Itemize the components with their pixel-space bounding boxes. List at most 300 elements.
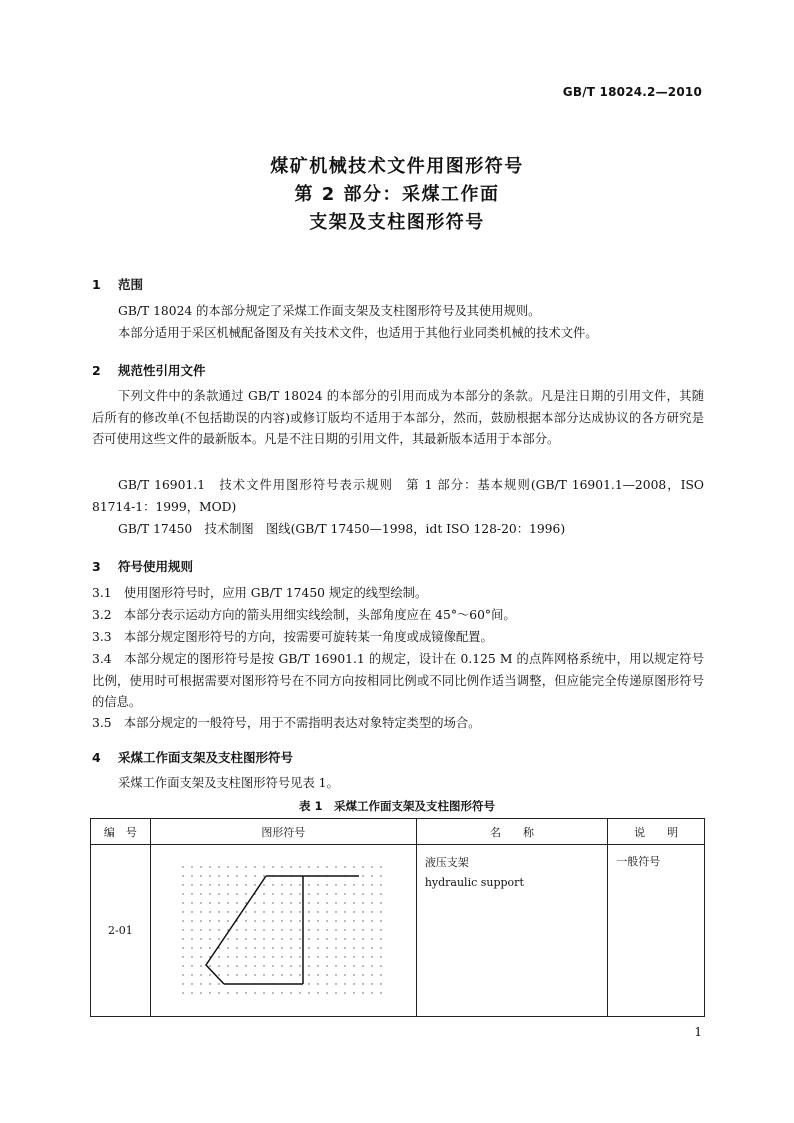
- section-4-heading: [92, 748, 293, 766]
- row-name: [416, 845, 607, 1017]
- grid-dot: [182, 956, 183, 957]
- grid-dot: [308, 956, 309, 957]
- grid-dot: [344, 929, 345, 930]
- grid-dot: [362, 974, 363, 975]
- grid-dot: [209, 866, 210, 867]
- grid-dot: [236, 974, 237, 975]
- grid-dot: [209, 920, 210, 921]
- grid-dot: [353, 956, 354, 957]
- grid-dot: [362, 992, 363, 993]
- grid-dot: [182, 911, 183, 912]
- grid-dot: [245, 956, 246, 957]
- grid-dot: [245, 992, 246, 993]
- grid-dot: [353, 866, 354, 867]
- grid-dot: [380, 893, 381, 894]
- grid-dot: [191, 974, 192, 975]
- grid-dot: [371, 884, 372, 885]
- grid-dot: [335, 866, 336, 867]
- grid-dot: [263, 893, 264, 894]
- grid-dot: [335, 983, 336, 984]
- grid-dot: [380, 875, 381, 876]
- grid-dot: [317, 947, 318, 948]
- grid-dot: [191, 920, 192, 921]
- title-line-3: 支架及支柱图形符号: [309, 212, 485, 233]
- section-title: 符号使用规则: [118, 559, 194, 574]
- grid-dot: [380, 983, 381, 984]
- grid-dot: [281, 992, 282, 993]
- header-name: 名 称: [416, 819, 607, 845]
- grid-dot: [290, 956, 291, 957]
- grid-dot: [380, 965, 381, 966]
- section-1-heading: [92, 275, 143, 293]
- reference-gbt-17450: GB/T 17450 技术制图 图线(GB/T 17450—1998，idt ISO 128-20：1996): [118, 522, 566, 536]
- grid-dot: [200, 875, 201, 876]
- grid-dot: [344, 866, 345, 867]
- grid-dot: [182, 884, 183, 885]
- grid-dot: [227, 902, 228, 903]
- grid-dot: [344, 893, 345, 894]
- grid-dot: [335, 938, 336, 939]
- grid-dot: [362, 947, 363, 948]
- grid-dot: [308, 920, 309, 921]
- grid-dot: [182, 947, 183, 948]
- grid-dot: [263, 965, 264, 966]
- grid-dot: [290, 884, 291, 885]
- grid-dot: [218, 920, 219, 921]
- grid-dot: [335, 893, 336, 894]
- grid-dot: [200, 911, 201, 912]
- grid-dot: [362, 920, 363, 921]
- grid-dot: [236, 884, 237, 885]
- grid-dot: [272, 965, 273, 966]
- grid-dot: [218, 902, 219, 903]
- grid-dot: [362, 965, 363, 966]
- grid-dot: [263, 875, 264, 876]
- grid-dot: [236, 893, 237, 894]
- grid-dot: [254, 866, 255, 867]
- grid-dot: [299, 893, 300, 894]
- grid-dot: [290, 929, 291, 930]
- grid-dot: [227, 911, 228, 912]
- grid-dot: [371, 920, 372, 921]
- grid-dot: [209, 911, 210, 912]
- grid-dot: [236, 866, 237, 867]
- grid-dot: [281, 965, 282, 966]
- grid-dot: [371, 965, 372, 966]
- grid-dot: [209, 992, 210, 993]
- grid-dot: [227, 992, 228, 993]
- rule-3-1: 3.1 使用图形符号时，应用 GB/T 17450 规定的线型绘制。: [92, 586, 428, 600]
- grid-dot: [191, 938, 192, 939]
- rule-3-3: 3.3 本部分规定图形符号的方向，按需要可旋转某一角度或成镜像配置。: [92, 630, 493, 644]
- grid-dot: [254, 938, 255, 939]
- grid-dot: [317, 992, 318, 993]
- grid-dot: [227, 965, 228, 966]
- grid-dot: [218, 911, 219, 912]
- grid-dot: [182, 974, 183, 975]
- grid-dot: [326, 893, 327, 894]
- grid-dot: [281, 956, 282, 957]
- grid-dot: [227, 938, 228, 939]
- grid-dot: [218, 983, 219, 984]
- grid-dot: [200, 938, 201, 939]
- grid-dot: [245, 902, 246, 903]
- grid-dot: [299, 902, 300, 903]
- grid-dot: [209, 875, 210, 876]
- grid-dot: [182, 893, 183, 894]
- grid-dot: [308, 911, 309, 912]
- grid-dot: [335, 920, 336, 921]
- grid-dot: [218, 974, 219, 975]
- standard-code: GB/T 18024.2—2010: [562, 85, 702, 99]
- grid-dot: [344, 938, 345, 939]
- grid-dot: [353, 920, 354, 921]
- grid-dot: [227, 920, 228, 921]
- grid-dot: [200, 902, 201, 903]
- grid-dot: [182, 992, 183, 993]
- grid-dot: [281, 920, 282, 921]
- grid-dot: [371, 893, 372, 894]
- grid-dot: [281, 893, 282, 894]
- grid-dot: [191, 875, 192, 876]
- grid-dot: [263, 974, 264, 975]
- grid-dot: [209, 902, 210, 903]
- grid-dot: [362, 893, 363, 894]
- grid-dot: [290, 938, 291, 939]
- grid-dot: [272, 866, 273, 867]
- grid-dot: [308, 974, 309, 975]
- section-2-paragraph-1: 下列文件中的条款通过 GB/T 18024 的本部分的引用而成为本部分的条款。凡是注日期的引用文件，其随后所有的修改单(不包括勘误的内容)或修订版均不适用于本部分，然而，鼓励根据本部分达成协议的各方研究是否可使用这些文件的最新版本。凡是不注日期的引用文件，其最新版本适用于本部分。: [92, 389, 704, 447]
- grid-dot: [263, 920, 264, 921]
- grid-dot: [344, 902, 345, 903]
- grid-dot: [353, 884, 354, 885]
- grid-dot: [245, 884, 246, 885]
- grid-dot: [227, 875, 228, 876]
- grid-dot: [344, 992, 345, 993]
- grid-dot: [191, 983, 192, 984]
- grid-dot: [371, 947, 372, 948]
- grid-dot: [308, 902, 309, 903]
- grid-dot: [362, 875, 363, 876]
- grid-dot: [236, 947, 237, 948]
- grid-dot: [308, 929, 309, 930]
- rule-3-5: 3.5 本部分规定的一般符号，用于不需指明表达对象特定类型的场合。: [92, 716, 481, 730]
- grid-dot: [371, 875, 372, 876]
- page-number: 1: [694, 1025, 702, 1039]
- section-number: 2: [92, 363, 101, 378]
- grid-dot: [308, 893, 309, 894]
- grid-dot: [326, 956, 327, 957]
- grid-dot: [371, 956, 372, 957]
- grid-dot: [191, 893, 192, 894]
- grid-dot: [353, 938, 354, 939]
- grid-dot: [272, 884, 273, 885]
- grid-dot: [227, 893, 228, 894]
- grid-dot: [182, 929, 183, 930]
- hydraulic-support-symbol-icon: [151, 845, 415, 1015]
- grid-dot: [371, 929, 372, 930]
- grid-dot: [290, 974, 291, 975]
- grid-dot: [344, 884, 345, 885]
- grid-dot: [299, 974, 300, 975]
- grid-dot: [299, 920, 300, 921]
- grid-dot: [218, 965, 219, 966]
- name-en: hydraulic support: [424, 876, 524, 889]
- grid-dot: [281, 938, 282, 939]
- section-title: 采煤工作面支架及支柱图形符号: [118, 750, 294, 765]
- grid-dot: [380, 992, 381, 993]
- grid-dot: [254, 956, 255, 957]
- grid-dot: [227, 884, 228, 885]
- grid-dot: [362, 983, 363, 984]
- grid-dot: [362, 911, 363, 912]
- grid-dot: [380, 947, 381, 948]
- grid-dot: [281, 911, 282, 912]
- grid-dot: [263, 884, 264, 885]
- grid-dot: [290, 866, 291, 867]
- grid-dot: [308, 938, 309, 939]
- grid-dot: [299, 929, 300, 930]
- symbols-table: [90, 818, 705, 1017]
- grid-dot: [299, 938, 300, 939]
- grid-dot: [272, 956, 273, 957]
- grid-dot: [308, 947, 309, 948]
- grid-dot: [191, 965, 192, 966]
- grid-dot: [317, 965, 318, 966]
- row-code: 2-01: [91, 845, 151, 1017]
- grid-dot: [236, 938, 237, 939]
- grid-dot: [308, 983, 309, 984]
- section-number: 1: [92, 277, 101, 292]
- grid-dot: [326, 965, 327, 966]
- grid-dot: [380, 974, 381, 975]
- grid-dot: [362, 929, 363, 930]
- grid-dot: [218, 884, 219, 885]
- grid-dot: [299, 947, 300, 948]
- grid-dot: [281, 902, 282, 903]
- grid-dot: [326, 866, 327, 867]
- grid-dot: [254, 884, 255, 885]
- grid-dot: [290, 902, 291, 903]
- grid-dot: [380, 956, 381, 957]
- grid-dot: [380, 938, 381, 939]
- grid-dot: [272, 929, 273, 930]
- grid-dot: [335, 884, 336, 885]
- grid-dot: [245, 929, 246, 930]
- grid-dot: [182, 902, 183, 903]
- grid-dot: [254, 902, 255, 903]
- grid-dot: [272, 947, 273, 948]
- section-1-paragraph-2: 本部分适用于采区机械配备图及有关技术文件，也适用于其他行业同类机械的技术文件。: [118, 326, 598, 340]
- grid-dot: [371, 866, 372, 867]
- grid-dot: [236, 956, 237, 957]
- grid-dot: [317, 920, 318, 921]
- grid-dot: [245, 947, 246, 948]
- section-4-paragraph-1: 采煤工作面支架及支柱图形符号见表 1。: [118, 776, 339, 790]
- grid-dot: [209, 938, 210, 939]
- grid-dot: [326, 902, 327, 903]
- grid-dot: [290, 893, 291, 894]
- grid-dot: [380, 884, 381, 885]
- grid-dot: [191, 929, 192, 930]
- grid-dot: [317, 893, 318, 894]
- section-title: 规范性引用文件: [118, 363, 206, 378]
- row-note: 一般符号: [608, 845, 705, 1017]
- table-caption: 表 1 采煤工作面支架及支柱图形符号: [298, 799, 495, 813]
- grid-dot: [326, 884, 327, 885]
- grid-dot: [182, 920, 183, 921]
- grid-dot: [263, 956, 264, 957]
- grid-dot: [272, 974, 273, 975]
- grid-dot: [326, 947, 327, 948]
- section-number: 3: [92, 559, 101, 574]
- grid-dot: [200, 920, 201, 921]
- grid-dot: [299, 965, 300, 966]
- grid-dot: [317, 884, 318, 885]
- grid-dot: [353, 902, 354, 903]
- grid-dot: [182, 983, 183, 984]
- grid-dot: [317, 902, 318, 903]
- grid-dot: [353, 911, 354, 912]
- grid-dot: [200, 884, 201, 885]
- grid-dot: [218, 956, 219, 957]
- grid-dot: [371, 983, 372, 984]
- header-note: 说 明: [608, 819, 705, 845]
- grid-dot: [182, 938, 183, 939]
- grid-dot: [299, 956, 300, 957]
- section-title: 范围: [118, 277, 144, 292]
- title-line-1: 煤矿机械技术文件用图形符号: [270, 156, 524, 177]
- grid-dot: [308, 965, 309, 966]
- grid-dot: [299, 992, 300, 993]
- grid-dot: [236, 902, 237, 903]
- grid-dot: [353, 992, 354, 993]
- grid-dot: [227, 956, 228, 957]
- rule-3-4: 3.4 本部分规定的图形符号是按 GB/T 16901.1 的规定，设计在 0.125 M 的点阵网格系统中，用以规定符号比例，使用时可根据需要对图形符号在不同方向按相同比例或不同比例作适当调整，但应能完全传递原图形符号的信息。: [92, 652, 704, 710]
- row-symbol-cell: [150, 845, 416, 1017]
- grid-dot: [326, 992, 327, 993]
- grid-dot: [191, 956, 192, 957]
- grid-dot: [182, 866, 183, 867]
- grid-dot: [290, 920, 291, 921]
- grid-dot: [191, 911, 192, 912]
- grid-dot: [344, 911, 345, 912]
- grid-dot: [317, 929, 318, 930]
- grid-dot: [236, 911, 237, 912]
- grid-dot: [200, 929, 201, 930]
- header-code: 编 号: [91, 819, 151, 845]
- grid-dot: [272, 920, 273, 921]
- grid-dot: [344, 965, 345, 966]
- grid-dot: [227, 866, 228, 867]
- grid-dot: [263, 866, 264, 867]
- section-1-paragraph-1: GB/T 18024 的本部分规定了采煤工作面支架及支柱图形符号及其使用规则。: [118, 304, 541, 318]
- grid-dot: [200, 974, 201, 975]
- grid-dot: [254, 875, 255, 876]
- grid-dot: [281, 929, 282, 930]
- grid-dot: [272, 938, 273, 939]
- grid-dot: [317, 866, 318, 867]
- rule-3-2: 3.2 本部分表示运动方向的箭头用细实线绘制，头部角度应在 45°～60°间。: [92, 608, 516, 622]
- grid-dot: [353, 983, 354, 984]
- grid-dot: [245, 911, 246, 912]
- grid-dot: [335, 965, 336, 966]
- grid-dot: [218, 893, 219, 894]
- grid-dot: [281, 947, 282, 948]
- grid-dot: [380, 929, 381, 930]
- grid-dot: [317, 911, 318, 912]
- grid-dot: [263, 947, 264, 948]
- grid-dot: [272, 902, 273, 903]
- grid-dot: [254, 965, 255, 966]
- grid-dot: [335, 956, 336, 957]
- grid-dot: [272, 992, 273, 993]
- grid-dot: [335, 992, 336, 993]
- grid-dot: [335, 911, 336, 912]
- grid-dot: [272, 911, 273, 912]
- grid-dot: [299, 866, 300, 867]
- grid-dot: [272, 893, 273, 894]
- grid-dot: [200, 893, 201, 894]
- grid-dot: [263, 929, 264, 930]
- grid-dot: [362, 866, 363, 867]
- grid-dot: [245, 866, 246, 867]
- grid-dot: [371, 911, 372, 912]
- grid-dot: [281, 866, 282, 867]
- grid-dot: [290, 911, 291, 912]
- name-cn: 液压支架: [424, 856, 469, 869]
- grid-dot: [371, 902, 372, 903]
- grid-dot: [290, 965, 291, 966]
- grid-dot: [191, 866, 192, 867]
- grid-dot: [209, 965, 210, 966]
- section-2-heading: [92, 361, 206, 379]
- grid-dot: [317, 983, 318, 984]
- grid-dot: [317, 938, 318, 939]
- grid-dot: [362, 884, 363, 885]
- table-header-row: [91, 819, 705, 845]
- grid-dot: [326, 983, 327, 984]
- grid-dot: [209, 893, 210, 894]
- grid-dot: [191, 902, 192, 903]
- grid-dot: [263, 902, 264, 903]
- reference-gbt-16901-1: GB/T 16901.1 技术文件用图形符号表示规则 第 1 部分：基本规则(GB/T 16901.1—2008，ISO 81714-1：1999，MOD): [92, 478, 704, 514]
- grid-dot: [326, 920, 327, 921]
- grid-dot: [299, 911, 300, 912]
- grid-dot: [200, 992, 201, 993]
- grid-dot: [209, 929, 210, 930]
- grid-dot: [371, 992, 372, 993]
- grid-dot: [218, 875, 219, 876]
- grid-dot: [353, 965, 354, 966]
- grid-dot: [200, 965, 201, 966]
- grid-dot: [344, 983, 345, 984]
- grid-dot: [209, 884, 210, 885]
- grid-dot: [353, 929, 354, 930]
- grid-dot: [326, 938, 327, 939]
- grid-dot: [218, 866, 219, 867]
- grid-dot: [362, 902, 363, 903]
- grid-dot: [254, 911, 255, 912]
- grid-dot: [317, 956, 318, 957]
- grid-dot: [263, 938, 264, 939]
- grid-dot: [200, 956, 201, 957]
- grid-dot: [308, 866, 309, 867]
- grid-dot: [191, 884, 192, 885]
- grid-dot: [209, 983, 210, 984]
- grid-dot: [371, 974, 372, 975]
- grid-dot: [263, 911, 264, 912]
